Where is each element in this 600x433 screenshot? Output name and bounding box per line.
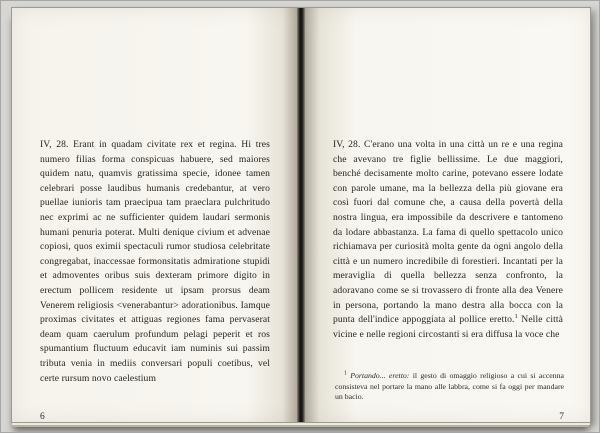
- right-page-number: 7: [559, 412, 564, 422]
- right-page: [305, 8, 590, 422]
- footnote-marker: 1: [344, 370, 347, 377]
- footnote-lemma: Portando... eretto:: [350, 371, 410, 380]
- footnote: [335, 371, 564, 403]
- book-spread: [11, 7, 591, 423]
- right-page-paragraph-part1: IV, 28. C'erano una volta in una città un re e una regina che avevano tre figlie bellissime. Le due maggiori, benché decisamente molto carine, potevano essere lodate con parole umane, ma la bellezza della più giovane era così fuori dal comune che, a causa della povertà della nostra lingua, era impossibile da descrivere e tantomeno da lodare abbastanza. La fama di quello spettacolo unico richiamava per curiosità molta gente da ogni angolo della città e un numero incredibile di forestieri. Incantati per la meraviglia di quella bellezza senza confronto, la adoravano come se si trovassero di fronte alla dea Venere in persona, portando la mano destra alla bocca con la punta dell'indice appoggiata al pollice eretto.: [333, 139, 563, 326]
- book-spine-gutter: [297, 8, 305, 422]
- left-page-text: IV, 28. Erant in quadam civitate rex et regina. Hi tres numero filias forma conspicuas habuere, sed maiores quidem natu, quamvis gratissima specie, idonee tamen celebrari posse laudibus humanis credebantur, at vero puellae iunioris tam praecipua tam praeclara pulchritudo nec exprimi ac ne sufficienter quidem laudari sermonis humani penuria poterat. Multi denique civium et advenae copiosi, quos eximii spectaculi rumor studiosa celebritate congregabat, inaccessae formonsitatis admiratione stupidi et admoventes oribus suis dexteram primore digito in erectum pollicem residente ut ipsam prorsus deam Venerem religiosis <venerabantur> adorationibus. Iamque proximas civitates et attiguas regiones fama pervaserat deam quam caerulum profundum pelagi peperit et ros spumantium fluctuum educavit iam numinis sui passim tributa venia in mediis conversari populi coetibus, vel certe rursum novo caelestium: [40, 139, 270, 384]
- left-page-number: 6: [40, 412, 45, 422]
- left-page: [12, 8, 297, 422]
- right-page-text: [333, 138, 563, 342]
- footnote-text: il gesto di omaggio religioso a cui si accenna consisteva nel portare la mano alle labbra, come si fa oggi per mandare un bacio.: [335, 371, 564, 402]
- footnote-reference: 1: [514, 312, 518, 320]
- right-page-paragraph-part2: Nelle città vicine e nelle regioni circostanti si era diffusa la voce che: [333, 314, 563, 340]
